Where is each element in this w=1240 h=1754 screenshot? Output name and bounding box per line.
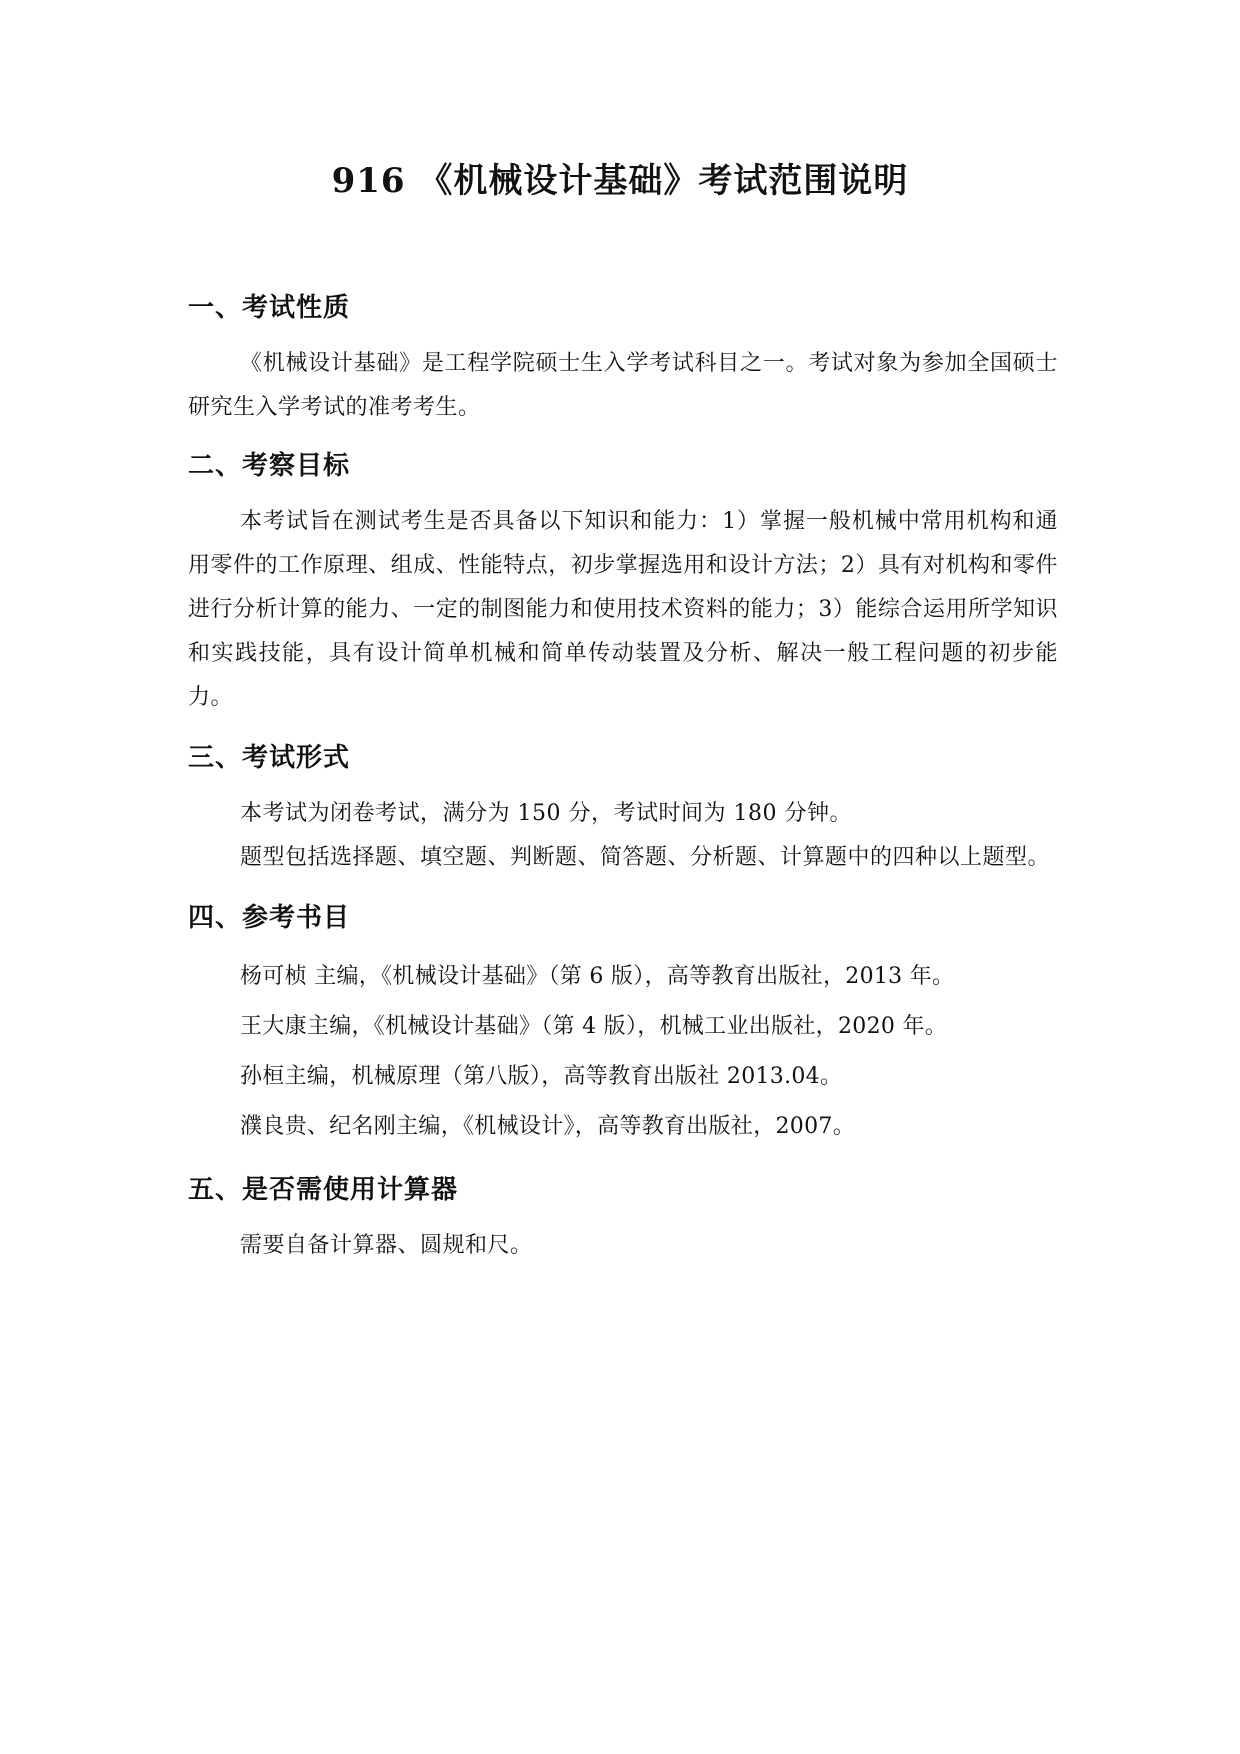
section-heading: 五、是否需使用计算器 [188,1175,459,1205]
section-exam-nature [188,288,1058,430]
paragraph: 题型包括选择题、填空题、判断题、简答题、分析题、计算题中的四种以上题型。 [240,845,1051,870]
paragraph: 需要自备计算器、圆规和尺。 [240,1233,533,1258]
paragraph: 《机械设计基础》是工程学院硕士生入学考试科目之一。考试对象为参加全国硕士研究生入学考试的准考考生。 [188,351,1058,420]
section-heading: 四、参考书目 [188,903,351,933]
section-heading: 一、考试性质 [188,293,351,323]
section-heading: 三、考试形式 [188,743,351,773]
reference-item: 孙桓主编，机械原理（第八版），高等教育出版社 2013.04。 [240,1064,843,1089]
section-exam-format [188,738,1058,880]
document-body [188,288,1058,1286]
reference-item: 杨可桢 主编，《机械设计基础》（第 6 版），高等教育出版社，2013 年。 [240,964,955,989]
paragraph: 本考试为闭卷考试，满分为 150 分，考试时间为 180 分钟。 [240,801,852,826]
reference-item: 濮良贵、纪名刚主编，《机械设计》，高等教育出版社，2007。 [240,1114,855,1139]
section-heading: 二、考察目标 [188,451,351,481]
section-calculator [188,1170,1058,1268]
page-title: 916 《机械设计基础》考试范围说明 [331,161,909,201]
section-reference-books [188,898,1058,1152]
paragraph: 本考试旨在测试考生是否具备以下知识和能力：1）掌握一般机械中常用机构和通用零件的工作原理、组成、性能特点，初步掌握选用和设计方法；2）具有对机构和零件进行分析计算的能力、一定的制图能力和使用技术资料的能力；3）能综合运用所学知识和实践技能，具有设计简单机械和简单传动装置及分析、解决一般工程问题的初步能力。 [188,509,1058,710]
reference-item: 王大康主编，《机械设计基础》（第 4 版），机械工业出版社，2020 年。 [240,1014,948,1039]
section-exam-objectives [188,446,1058,720]
